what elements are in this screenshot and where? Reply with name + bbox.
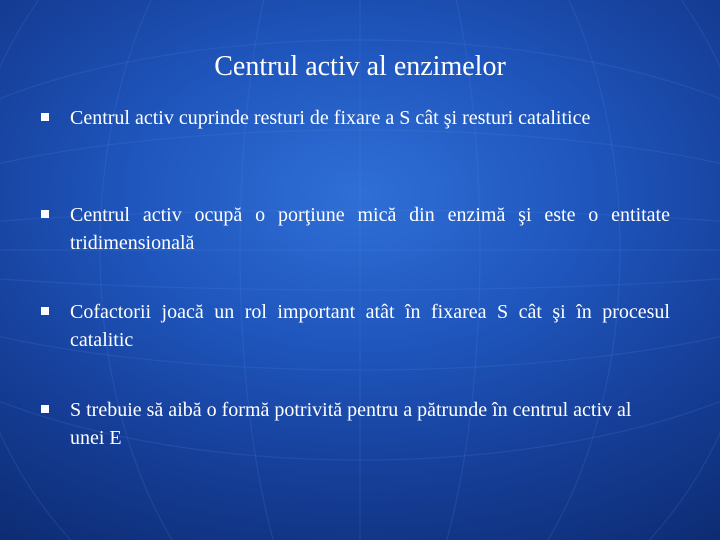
bullet-text: S trebuie să aibă o formă potrivită pentru a pătrunde în centrul activ al unei E [70, 399, 632, 449]
bullet-text: Centrul activ cuprinde resturi de fixare a S cât şi resturi catalitice [70, 107, 591, 129]
square-bullet-icon [41, 113, 49, 121]
square-bullet-icon [41, 210, 49, 218]
square-bullet-icon [41, 405, 49, 413]
square-bullet-icon [41, 307, 49, 315]
bullet-text: Cofactorii joacă un rol important atât în fixarea S cât şi în procesul catalitic [70, 301, 670, 351]
slide-title: Centrul activ al enzimelor [214, 51, 506, 82]
bullet-text: Centrul activ ocupă o porţiune mică din enzimă şi este o entitate tridimensională [70, 204, 670, 254]
